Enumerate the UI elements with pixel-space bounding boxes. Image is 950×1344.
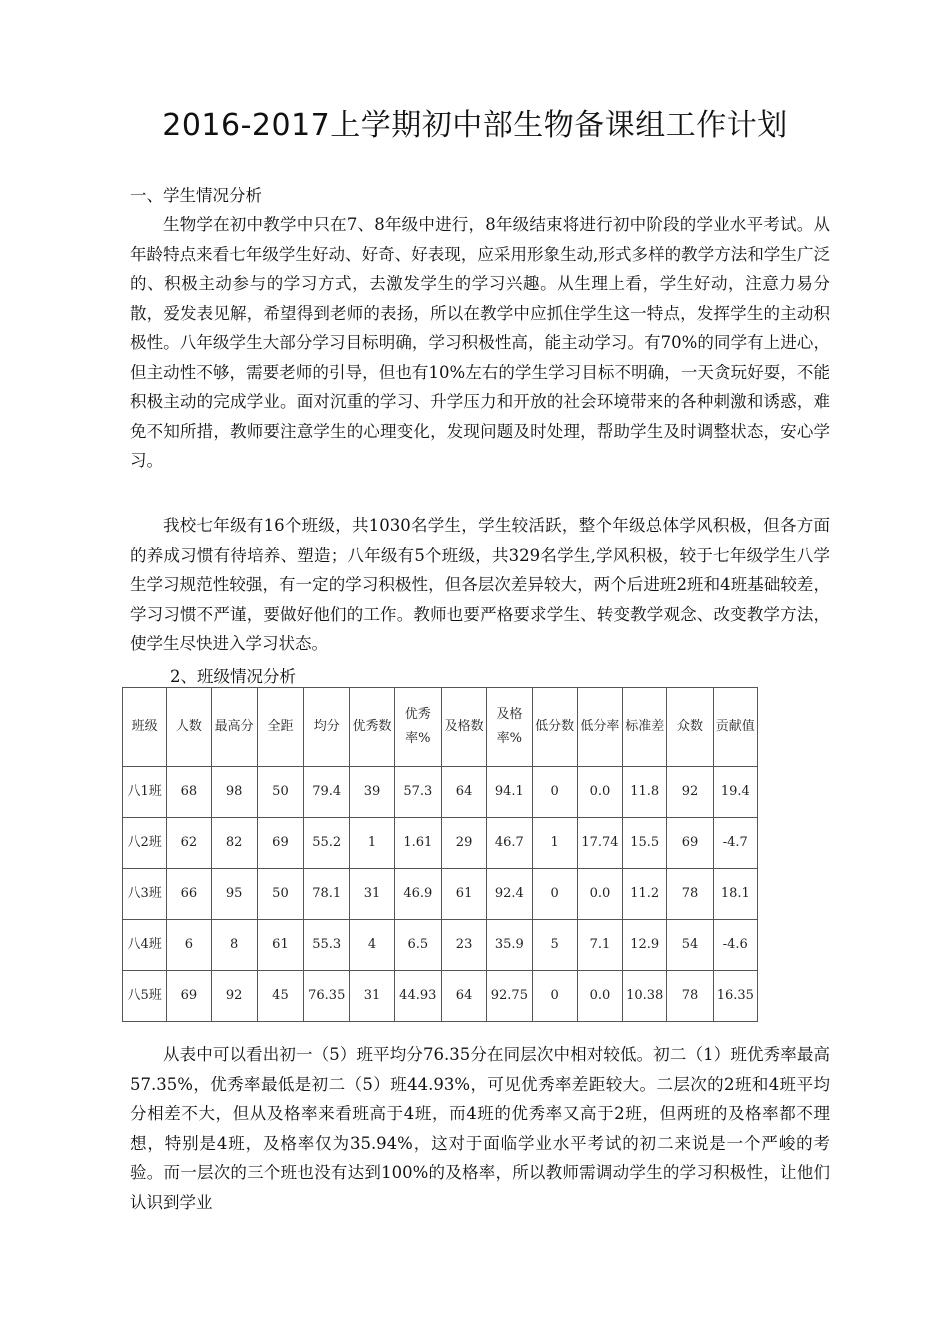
table-cell: 八2班	[123, 818, 167, 869]
table-cell: 八1班	[123, 767, 167, 818]
table-cell: 69	[167, 971, 211, 1022]
table-cell: 92	[667, 767, 713, 818]
table-cell: 95	[211, 869, 257, 920]
table-cell: 29	[441, 818, 486, 869]
table-cell: 76.35	[304, 971, 350, 1022]
table-cell: 64	[441, 767, 486, 818]
table-cell: 0.0	[577, 869, 622, 920]
table-cell: 55.3	[304, 920, 350, 971]
paragraph-grade-overview: 我校七年级有16个班级，共1030名学生，学生较活跃，整个年级总体学风积极，但各方面的养成习惯有待培养、塑造；八年级有5个班级，共329名学生,学风积极，较于七年级学生八学生学习规范性较强，有一定的学习积极性，但各层次差异较大，两个后进班2班和4班基础较差，学习习惯不严谨，要做好他们的工作。教师也要严格要求学生、转变教学观念、改变教学方法，使学生尽快进入学习状态。	[130, 516, 830, 653]
table-cell: 19.4	[713, 767, 757, 818]
table-cell: 18.1	[713, 869, 757, 920]
table-cell: 94.1	[487, 767, 532, 818]
header-cell: 班级	[123, 688, 167, 767]
table-cell: 44.93	[394, 971, 441, 1022]
table-cell: 31	[350, 869, 394, 920]
table-cell: 17.74	[577, 818, 622, 869]
table-cell: 54	[667, 920, 713, 971]
table-cell: 1.61	[394, 818, 441, 869]
table-cell: 98	[211, 767, 257, 818]
table-cell: 78	[667, 971, 713, 1022]
table-cell: 八4班	[123, 920, 167, 971]
table-cell: 79.4	[304, 767, 350, 818]
table-row	[123, 818, 758, 869]
section-heading-student-analysis: 一、学生情况分析	[130, 186, 262, 205]
header-cell: 及格率%	[487, 688, 532, 767]
table-cell: 11.2	[623, 869, 667, 920]
table-cell: 35.9	[487, 920, 532, 971]
table-cell: 12.9	[623, 920, 667, 971]
table-cell: 7.1	[577, 920, 622, 971]
table-cell: -4.7	[713, 818, 757, 869]
header-cell: 全距	[257, 688, 303, 767]
table-cell: 46.9	[394, 869, 441, 920]
table-cell: 八5班	[123, 971, 167, 1022]
table-cell: 6.5	[394, 920, 441, 971]
table-cell: 68	[167, 767, 211, 818]
table-cell: 69	[257, 818, 303, 869]
table-cell: 46.7	[487, 818, 532, 869]
table-cell: 92	[211, 971, 257, 1022]
table-cell: 1	[350, 818, 394, 869]
header-cell: 标准差	[623, 688, 667, 767]
table-cell: 50	[257, 869, 303, 920]
table-cell: 55.2	[304, 818, 350, 869]
table-cell: 50	[257, 767, 303, 818]
table-cell: 0.0	[577, 767, 622, 818]
table-cell: 5	[532, 920, 577, 971]
table-cell: 64	[441, 971, 486, 1022]
table-cell: 82	[211, 818, 257, 869]
table-cell: -4.6	[713, 920, 757, 971]
class-statistics-table	[122, 687, 758, 1022]
table-row	[123, 869, 758, 920]
paragraph-table-analysis: 从表中可以看出初一（5）班平均分76.35分在同层次中相对较低。初二（1）班优秀率最高57.35%，优秀率最低是初二（5）班44.93%，可见优秀率差距较大。二层次的2班和4班平均分相差不大，但从及格率来看班高于4班，而4班的优秀率又高于2班，但两班的及格率都不理想，特别是4班，及格率仅为35.94%，这对于面临学业水平考试的初二来说是一个严峻的考验。而一层次的三个班也没有达到100%的及格率，所以教师需调动学生的学习积极性，让他们认识到学业	[130, 1045, 830, 1212]
table-cell: 78.1	[304, 869, 350, 920]
table-header-row	[123, 688, 758, 767]
table-cell: 23	[441, 920, 486, 971]
table-cell: 8	[211, 920, 257, 971]
table-cell: 39	[350, 767, 394, 818]
paragraph-student-characteristics: 生物学在初中教学中只在7、8年级中进行，8年级结束将进行初中阶段的学业水平考试。从年龄特点来看七年级学生好动、好奇、好表现，应采用形象生动,形式多样的教学方法和学生广泛的、积极主动参与的学习方式，去激发学生的学习兴趣。从生理上看，学生好动，注意力易分散，爱发表见解，希望得到老师的表扬，所以在教学中应抓住学生这一特点，发挥学生的主动积极性。八年级学生大部分学习目标明确，学习积极性高，能主动学习。有70%的同学有上进心，但主动性不够，需要老师的引导，但也有10%左右的学生学习目标不明确，一天贪玩好耍，不能积极主动的完成学业。面对沉重的学习、升学压力和开放的社会环境带来的各种刺激和诱惑，难免不知所措，教师要注意学生的心理变化，发现问题及时处理，帮助学生及时调整状态，安心学习。	[130, 215, 830, 470]
table-cell: 16.35	[713, 971, 757, 1022]
table-cell: 78	[667, 869, 713, 920]
header-cell: 均分	[304, 688, 350, 767]
section-heading-class-analysis: 2、班级情况分析	[170, 667, 296, 686]
table-cell: 1	[532, 818, 577, 869]
table-cell: 31	[350, 971, 394, 1022]
header-cell: 及格数	[441, 688, 486, 767]
table-cell: 92.4	[487, 869, 532, 920]
table-cell: 61	[257, 920, 303, 971]
header-cell: 人数	[167, 688, 211, 767]
table-cell: 10.38	[623, 971, 667, 1022]
header-cell: 贡献值	[713, 688, 757, 767]
table-cell: 66	[167, 869, 211, 920]
table-row	[123, 920, 758, 971]
header-cell: 优秀率%	[394, 688, 441, 767]
table-cell: 61	[441, 869, 486, 920]
table-cell: 92.75	[487, 971, 532, 1022]
table-cell: 57.3	[394, 767, 441, 818]
table-cell: 11.8	[623, 767, 667, 818]
table-cell: 八3班	[123, 869, 167, 920]
table-cell: 4	[350, 920, 394, 971]
header-cell: 低分率	[577, 688, 622, 767]
table-cell: 69	[667, 818, 713, 869]
table-cell: 62	[167, 818, 211, 869]
table-cell: 0	[532, 869, 577, 920]
document-title: 2016-2017上学期初中部生物备课组工作计划	[162, 108, 788, 143]
table-cell: 15.5	[623, 818, 667, 869]
table-row	[123, 971, 758, 1022]
header-cell: 最高分	[211, 688, 257, 767]
table-row	[123, 767, 758, 818]
header-cell: 优秀数	[350, 688, 394, 767]
header-cell: 众数	[667, 688, 713, 767]
table-cell: 6	[167, 920, 211, 971]
table-cell: 0	[532, 971, 577, 1022]
header-cell: 低分数	[532, 688, 577, 767]
table-cell: 45	[257, 971, 303, 1022]
table-cell: 0.0	[577, 971, 622, 1022]
table-cell: 0	[532, 767, 577, 818]
